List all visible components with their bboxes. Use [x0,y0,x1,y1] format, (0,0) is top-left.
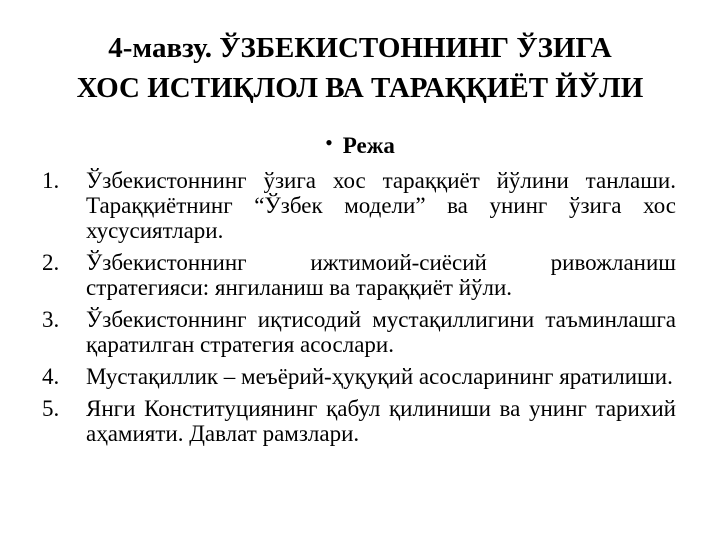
item-text: Янги Конституциянинг қабул қилиниши ва унинг тарихий аҳамияти. Давлат рамзлари. [86,396,676,446]
item-number: 5. [42,396,60,421]
topic-list [42,168,676,453]
item-number: 3. [42,307,60,332]
slide-title [36,28,684,108]
plan-label: Режа [342,133,395,158]
list-item [42,396,676,446]
plan-heading [0,131,720,161]
item-text: Ўзбекистоннинг ижтимоий-сиёсий ривожланиш стратегияси: янгиланиш ва тараққиёт йўли. [86,250,676,300]
title-line-1: 4-мавзу. ЎЗБЕКИСТОННИНГ ЎЗИГА [108,32,612,64]
list-item [42,307,676,357]
list-item [42,168,676,243]
item-text: Ўзбекистоннинг ўзига хос тараққиёт йўлини танлаши. Тараққиётнинг “Ўзбек модели” ва унинг ўзига хос хусусиятлари. [86,168,676,243]
item-text: Ўзбекистоннинг иқтисодий мустақиллигини таъминлашга қаратилган стратегия асослари. [86,307,676,357]
item-text: Мустақиллик – меъёрий-ҳуқуқий асосларининг яратилиши. [86,364,673,389]
item-number: 2. [42,250,60,275]
bullet-icon: • [325,130,333,155]
list-item [42,364,676,389]
list-item [42,250,676,300]
title-line-2: ХОС ИСТИҚЛОЛ ВА ТАРАҚҚИЁТ ЙЎЛИ [76,72,644,104]
item-number: 1. [42,168,60,193]
item-number: 4. [42,364,60,389]
